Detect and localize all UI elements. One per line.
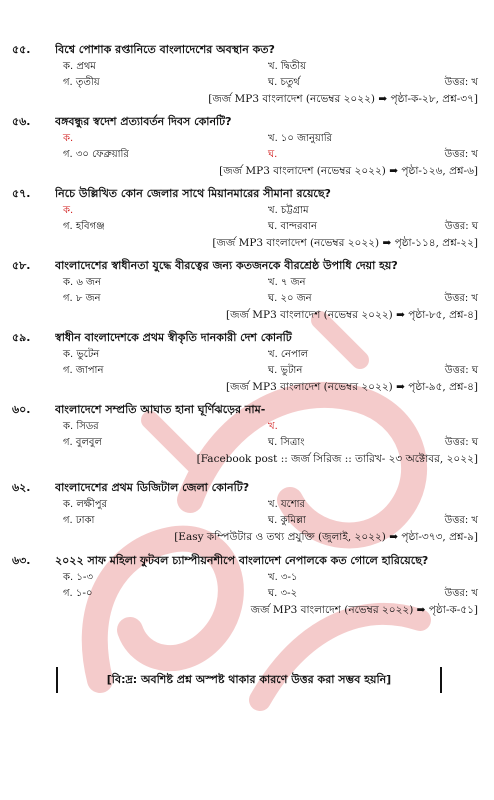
question-text: বঙ্গবন্ধুর স্বদেশ প্রত্যাবর্তন দিবস কোনটি?: [55, 115, 232, 128]
option-gha: ঘ. কুমিল্লা: [268, 515, 306, 526]
question-text: নিচে উল্লিখিত কোন জেলার সাথে মিয়ানমারের সীমানা রয়েছে?: [55, 187, 331, 200]
question-number: ৫৭.: [12, 187, 31, 200]
question-text: বাংলাদেশের স্বাধীনতা যুদ্ধে বীরত্বের জন্য কতজনকে বীরশ্রেষ্ঠ উপাধি দেয়া হয়?: [55, 259, 398, 272]
option-ga: গ. ৩০ ফেব্রুয়ারি: [63, 149, 129, 160]
answer: উত্তর: খ: [444, 293, 478, 304]
answer: উত্তর: খ: [444, 588, 478, 599]
option-ga: গ. ঢাকা: [63, 515, 95, 526]
option-ga: গ. ১-০: [63, 588, 93, 599]
question-number: ৬৩.: [12, 554, 31, 567]
option-ka: ক.: [63, 205, 74, 216]
option-gha: ঘ. চতুর্থ: [268, 77, 300, 88]
reference: [জর্জ MP3 বাংলাদেশ (নভেম্বর ২০২২) ➡ পৃষ্ঠা-৯৫, প্রশ্ন-৪]: [226, 381, 478, 393]
reference: [জর্জ MP3 বাংলাদেশ (নভেম্বর ২০২২) ➡ পৃষ্ঠা-১১৪, প্রশ্ন-২২]: [212, 237, 478, 249]
option-gha: ঘ. বান্দরবান: [268, 221, 317, 232]
option-ka: ক. ১-৩: [63, 572, 93, 583]
reference: [Easy কম্পিউটার ও তথ্য প্রযুক্তি (জুলাই, ২০২২) ➡ পৃষ্ঠা-৩৭৩, প্রশ্ন-৯]: [174, 531, 478, 543]
option-ka: ক. সিডর: [63, 421, 99, 432]
footnote: [বি:দ্র: অবশিষ্ট প্রশ্ন অস্পষ্ট থাকার কারণে উত্তর করা সম্ভব হয়নি]: [56, 667, 442, 693]
option-kha: খ. দ্বিতীয়: [268, 61, 306, 72]
answer: উত্তর: ঘ: [444, 221, 478, 232]
answer: উত্তর: ঘ: [444, 437, 478, 448]
option-kha: খ. ৩-১: [268, 572, 298, 583]
question-number: ৬২.: [12, 481, 31, 494]
question-number: ৬০.: [12, 403, 31, 416]
option-gha: ঘ.: [268, 149, 278, 160]
question-59: [0, 330, 494, 400]
question-63: [0, 553, 494, 623]
option-ka: ক. লক্ষীপুর: [63, 499, 108, 510]
answer: উত্তর: খ: [444, 149, 478, 160]
question-text: স্বাধীন বাংলাদেশকে প্রথম স্বীকৃতি দানকারী দেশ কোনটি: [55, 331, 292, 344]
option-gha: ঘ. ২০ জন: [268, 293, 312, 304]
question-55: [0, 42, 494, 112]
option-kha: খ. ৭ জন: [268, 277, 306, 288]
option-gha: ঘ. ভুটান: [268, 365, 303, 376]
reference: [জর্জ MP3 বাংলাদেশ (নভেম্বর ২০২২) ➡ পৃষ্ঠা-ক-২৮, প্রশ্ন-৩৭]: [208, 93, 478, 105]
question-number: ৫৬.: [12, 115, 31, 128]
question-62: [0, 480, 494, 550]
question-text: বিশ্বে পোশাক রপ্তানিতে বাংলাদেশের অবস্থান কত?: [55, 43, 275, 56]
option-gha: ঘ. ৩-২: [268, 588, 298, 599]
option-kha: খ. চট্টগ্রাম: [268, 205, 309, 216]
question-56: [0, 114, 494, 184]
question-57: [0, 186, 494, 256]
option-ga: গ. জাপান: [63, 365, 104, 376]
option-kha: খ. ১০ জানুয়ারি: [268, 133, 333, 144]
question-text: ২০২২ সাফ মহিলা ফুটবল চ্যাম্পীয়নশীপে বাংলাদেশ নেপালকে কত গোলে হারিয়েছে?: [55, 554, 429, 567]
reference: জর্জ MP3 বাংলাদেশ (নভেম্বর ২০২২) ➡ পৃষ্ঠা-ক-৫১]: [250, 604, 478, 616]
reference: [Facebook post :: জর্জ সিরিজ :: তারিখ- ২৩ অক্টোবর, ২০২২]: [196, 453, 478, 465]
question-number: ৫৫.: [12, 43, 31, 56]
option-kha: খ.: [268, 421, 278, 432]
question-60: [0, 402, 494, 472]
option-kha: খ. নেপাল: [268, 349, 309, 360]
option-gha: ঘ. সিত্রাং: [268, 437, 305, 448]
answer: উত্তর: ঘ: [444, 365, 478, 376]
question-text: বাংলাদেশের প্রথম ডিজিটাল জেলা কোনটি?: [55, 481, 250, 494]
question-text: বাংলাদেশে সম্প্রতি আঘাত হানা ঘূর্ণিঝড়ের নাম-: [55, 403, 266, 416]
reference: [জর্জ MP3 বাংলাদেশ (নভেম্বর ২০২২) ➡ পৃষ্ঠা-৮৫, প্রশ্ন-৪]: [226, 309, 478, 321]
option-ka: ক. ভুটেন: [63, 349, 100, 360]
option-ka: ক. প্রথম: [63, 61, 96, 72]
answer: উত্তর: খ: [444, 77, 478, 88]
reference: [জর্জ MP3 বাংলাদেশ (নভেম্বর ২০২২) ➡ পৃষ্ঠা-১২৬, প্রশ্ন-৬]: [219, 165, 478, 177]
option-ga: গ. ৮ জন: [63, 293, 101, 304]
option-ga: গ. তৃতীয়: [63, 77, 100, 88]
answer: উত্তর: খ: [444, 515, 478, 526]
option-ka: ক.: [63, 133, 74, 144]
question-58: [0, 258, 494, 328]
question-number: ৫৯.: [12, 331, 31, 344]
option-ka: ক. ৬ জন: [63, 277, 101, 288]
option-ga: গ. বুলবুল: [63, 437, 102, 448]
question-number: ৫৮.: [12, 259, 31, 272]
option-kha: খ. যশোর: [268, 499, 306, 510]
option-ga: গ. হবিগঞ্জ: [63, 221, 105, 232]
